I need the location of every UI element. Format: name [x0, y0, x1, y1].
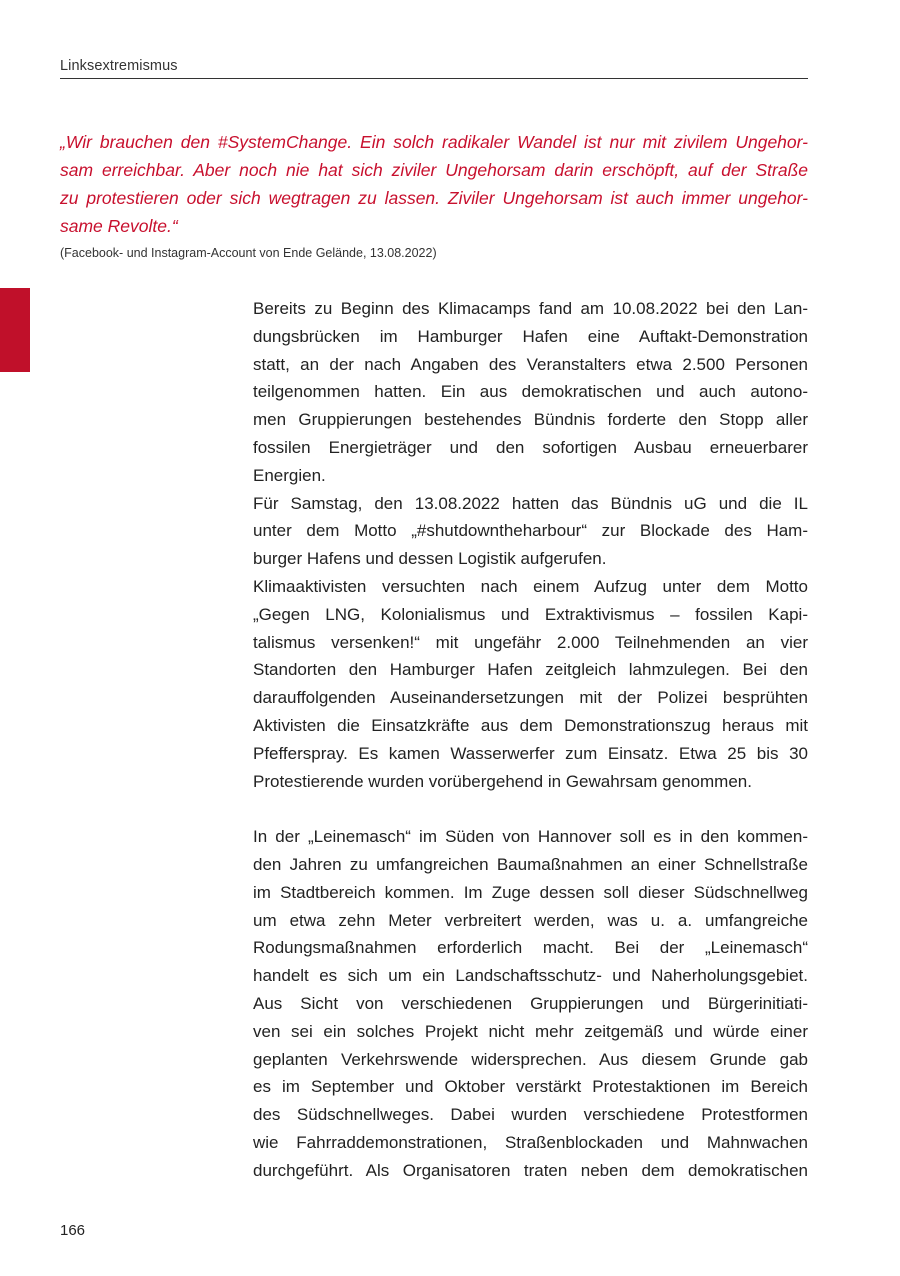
text-line: um etwa zehn Meter verbreitert werden, was u. a. umfangreiche: [253, 910, 808, 930]
text-line: den Jahren zu umfangreichen Baumaßnahmen an einer Schnellstraße: [253, 854, 808, 874]
text-line: teilgenommen hatten. Ein aus demokratischen und auch autono-: [253, 382, 808, 402]
body-text: [253, 295, 808, 1185]
paragraph-leinemasch: [253, 823, 808, 1184]
text-line: Protestierende wurden vorübergehend in Gewahrsam genommen.: [253, 771, 752, 791]
text-line: Bereits zu Beginn des Klimacamps fand am 10.08.2022 bei den Lan-: [253, 299, 808, 318]
text-line: Energien.: [253, 465, 326, 485]
text-line: es im September und Oktober verstärkt Protestaktionen im Bereich: [253, 1077, 808, 1097]
quote-line: zu protestieren oder sich wegtragen zu lassen. Ziviler Ungehorsam ist auch immer ungehor-: [60, 188, 808, 208]
quote-source: (Facebook- und Instagram-Account von Ende Gelände, 13.08.2022): [60, 246, 437, 260]
quote-block: [60, 128, 808, 240]
chapter-marker-tab: [0, 288, 30, 372]
text-line: ven sei ein solches Projekt nicht mehr zeitgemäß und würde einer: [253, 1021, 808, 1041]
text-line: talismus versenken!“ mit ungefähr 2.000 Teilnehmenden an vier: [253, 632, 808, 652]
text-line: statt, an der nach Angaben des Veranstalters etwa 2.500 Personen: [253, 354, 808, 374]
text-line: Für Samstag, den 13.08.2022 hatten das Bündnis uG und die IL: [253, 493, 808, 513]
quote-line: „Wir brauchen den #SystemChange. Ein solch radikaler Wandel ist nur mit zivilem Ungehor-: [60, 132, 808, 152]
text-line: darauffolgenden Auseinandersetzungen mit der Polizei besprühten: [253, 688, 808, 708]
paragraph-hafen-blockade: [253, 573, 808, 795]
text-line: dungsbrücken im Hamburger Hafen eine Auftakt-Demonstration: [253, 326, 808, 346]
page-number: 166: [60, 1222, 86, 1239]
text-line: fossilen Energieträger und den sofortigen Ausbau erneuerbarer: [253, 437, 808, 457]
quote-line: same Revolte.“: [60, 216, 178, 236]
quote-line: sam erreichbar. Aber noch nie hat sich ziviler Ungehorsam darin erschöpft, auf der Straße: [60, 160, 808, 180]
text-line: des Südschnellweges. Dabei wurden verschiedene Protestformen: [253, 1105, 808, 1125]
text-line: geplanten Verkehrswende widersprechen. Aus diesem Grunde gab: [253, 1049, 808, 1069]
text-line: Pfefferspray. Es kamen Wasserwerfer zum Einsatz. Etwa 25 bis 30: [253, 743, 808, 763]
text-line: durchgeführt. Als Organisatoren traten neben dem demokratischen: [253, 1160, 808, 1180]
text-line: Aus Sicht von verschiedenen Gruppierungen und Bürgerinitiati-: [253, 993, 808, 1013]
text-line: burger Hafens und dessen Logistik aufgerufen.: [253, 549, 607, 569]
text-line: wie Fahrraddemonstrationen, Straßenblockaden und Mahnwachen: [253, 1132, 808, 1152]
running-header: Linksextremismus: [60, 58, 808, 79]
text-line: In der „Leinemasch“ im Süden von Hannover soll es in den kommen-: [253, 827, 808, 847]
text-line: unter dem Motto „#shutdowntheharbour“ zur Blockade des Ham-: [253, 521, 808, 541]
text-line: im Stadtbereich kommen. Im Zuge dessen soll dieser Südschnellweg: [253, 882, 808, 902]
text-line: Standorten den Hamburger Hafen zeitgleich lahmzulegen. Bei den: [253, 660, 808, 680]
text-line: men Gruppierungen bestehendes Bündnis forderte den Stopp aller: [253, 410, 808, 430]
text-line: Klimaaktivisten versuchten nach einem Aufzug unter dem Motto: [253, 576, 808, 596]
paragraph-shutdown: [253, 490, 808, 573]
paragraph-spacer: [253, 795, 808, 823]
text-line: Rodungsmaßnahmen erforderlich macht. Bei der „Leinemasch“: [253, 938, 808, 958]
text-line: handelt es sich um ein Landschaftsschutz- und Naherholungsgebiet.: [253, 966, 808, 986]
text-line: Aktivisten die Einsatzkräfte aus dem Demonstrationszug heraus mit: [253, 715, 808, 735]
paragraph-klimacamp: [253, 295, 808, 490]
text-line: „Gegen LNG, Kolonialismus und Extraktivismus – fossilen Kapi-: [253, 604, 808, 624]
